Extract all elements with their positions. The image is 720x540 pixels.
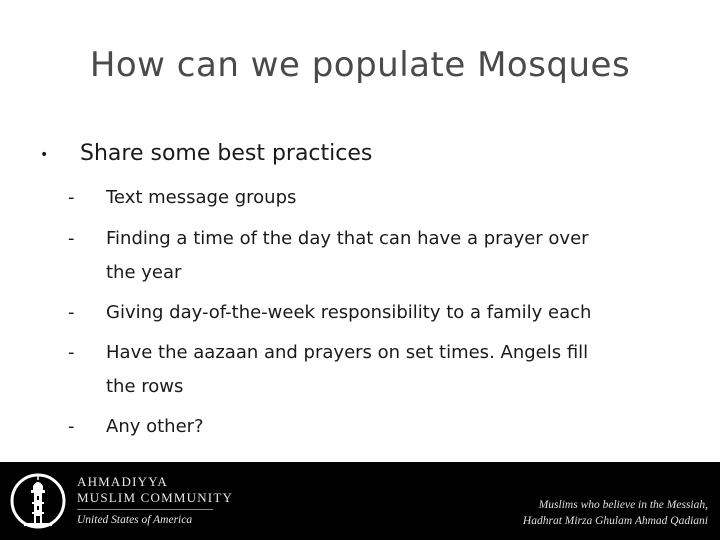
sub-item-line: the rows [106,376,184,397]
sub-item-line: Have the aazaan and prayers on set times. Angels fill [106,342,589,363]
footer-banner [0,462,720,540]
bullet-text: Share some best practices [80,141,373,166]
org-name-line2: MUSLIM COMMUNITY [77,490,234,505]
org-name-line1: AHMADIYYA [77,474,168,489]
slide-title: How can we populate Mosques [89,45,631,85]
org-divider [77,509,213,510]
sub-item-line: Finding a time of the day that can have a prayer over [106,228,589,249]
sub-item-line: the year [106,262,182,283]
sub-item-dash: - [68,187,75,208]
minaret-icon [10,466,66,536]
tagline-line1: Muslims who believe in the Messiah, [538,499,708,511]
sub-item-dash: - [68,302,75,323]
sub-item-line: Any other? [106,416,204,437]
sub-item-line: Giving day-of-the-week responsibility to a family each [106,302,592,323]
org-country: United States of America [77,514,193,526]
tagline-line2: Hadhrat Mirza Ghulam Ahmad Qadiani [522,515,708,527]
sub-item-dash: - [68,416,75,437]
sub-item-line: Text message groups [106,187,297,208]
bullet-symbol: • [40,147,49,163]
sub-item-dash: - [68,342,75,363]
sub-item-dash: - [68,228,75,249]
